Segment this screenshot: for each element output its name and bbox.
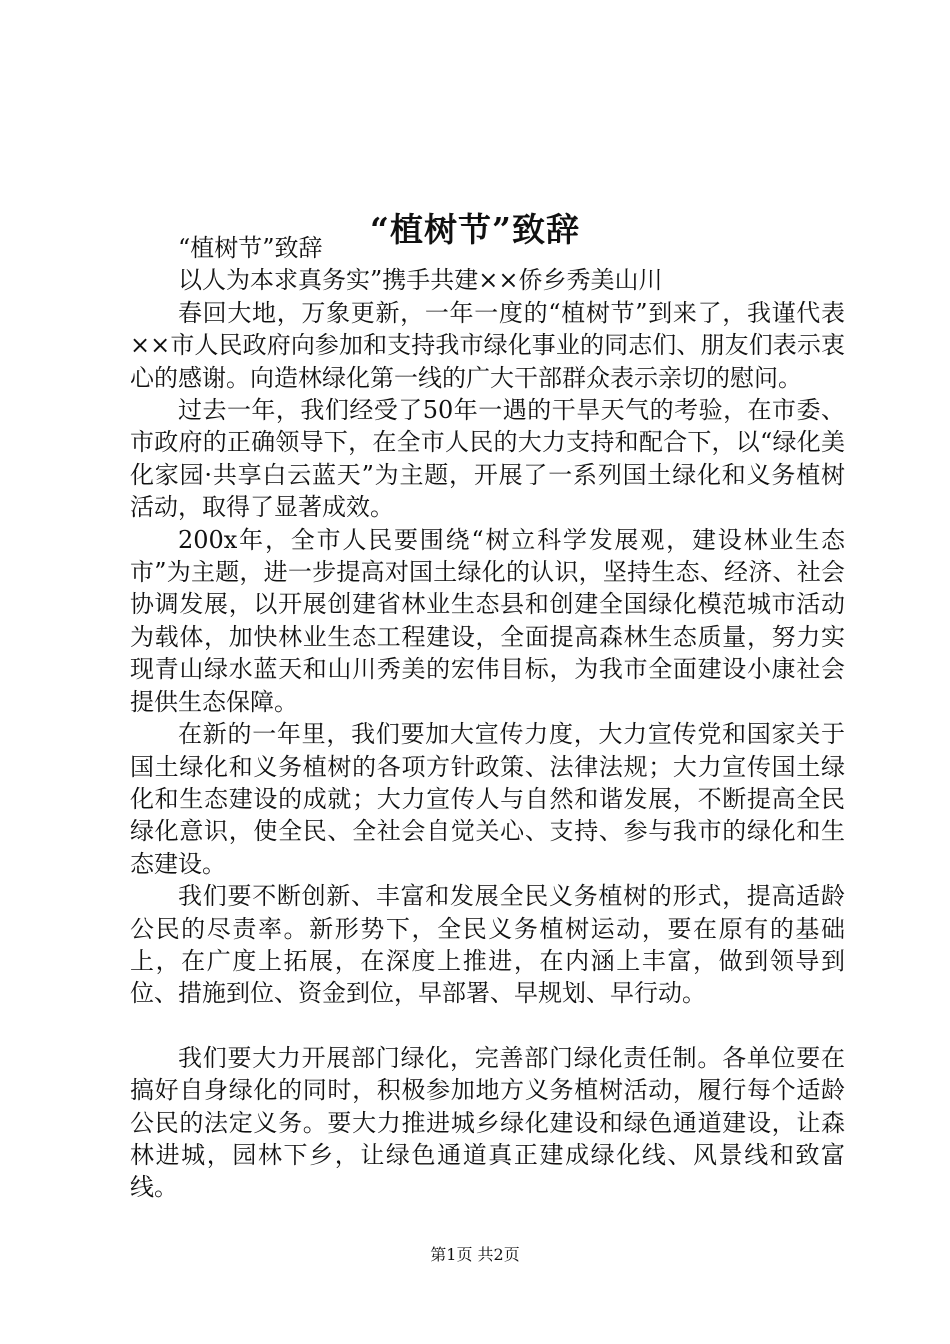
- slogan-paragraph: 以人为本求真务实”携手共建××侨乡秀美山川: [178, 266, 663, 295]
- body-paragraph: 在新的一年里，我们要加大宣传力度，大力宣传党和国家关于国土绿化和义务植树的各项方针政策、法律法规；大力宣传国土绿化和生态建设的成就；大力宣传人与自然和谐发展，不断提高全民绿化意识，使全民、全社会自觉关心、支持、参与我市的绿化和生态建设。: [130, 720, 845, 878]
- page-footer: 第1页 共2页: [430, 1245, 520, 1264]
- body-paragraph: 我们要不断创新、丰富和发展全民义务植树的形式，提高适龄公民的尽责率。新形势下，全民义务植树运动，要在原有的基础上，在广度上拓展，在深度上推进，在内涵上丰富，做到领导到位、措施到位、资金到位，早部署、早规划、早行动。: [130, 882, 845, 1008]
- body-paragraph: 春回大地，万象更新，一年一度的“植树节”到来了，我谨代表××市人民政府向参加和支持我市绿化事业的同志们、朋友们表示衷心的感谢。向造林绿化第一线的广大干部群众表示亲切的慰问。: [130, 298, 845, 392]
- document-title: “植树节”致辞: [370, 210, 580, 250]
- body-paragraph: 我们要大力开展部门绿化，完善部门绿化责任制。各单位要在搞好自身绿化的同时，积极参加地方义务植树活动，履行每个适龄公民的法定义务。要大力推进城乡绿化建设和绿色通道建设，让森林进城，园林下乡，让绿色通道真正建成绿化线、风景线和致富线。: [130, 1043, 845, 1202]
- document-body: [130, 232, 845, 1204]
- subtitle-paragraph: “植树节”致辞: [178, 234, 323, 262]
- body-paragraph: 过去一年，我们经受了50年一遇的干旱天气的考验，在市委、市政府的正确领导下，在全市人民的大力支持和配合下，以“绿化美化家园·共享白云蓝天”为主题，开展了一系列国土绿化和义务植树活动，取得了显著成效。: [130, 396, 845, 522]
- body-paragraph: 200x年，全市人民要围绕“树立科学发展观，建设林业生态市”为主题，进一步提高对国土绿化的认识，坚持生态、经济、社会协调发展，以开展创建省林业生态县和创建全国绿化模范城市活动为载体，加快林业生态工程建设，全面提高森林生态质量，努力实现青山绿水蓝天和山川秀美的宏伟目标，为我市全面建设小康社会提供生态保障。: [130, 525, 845, 716]
